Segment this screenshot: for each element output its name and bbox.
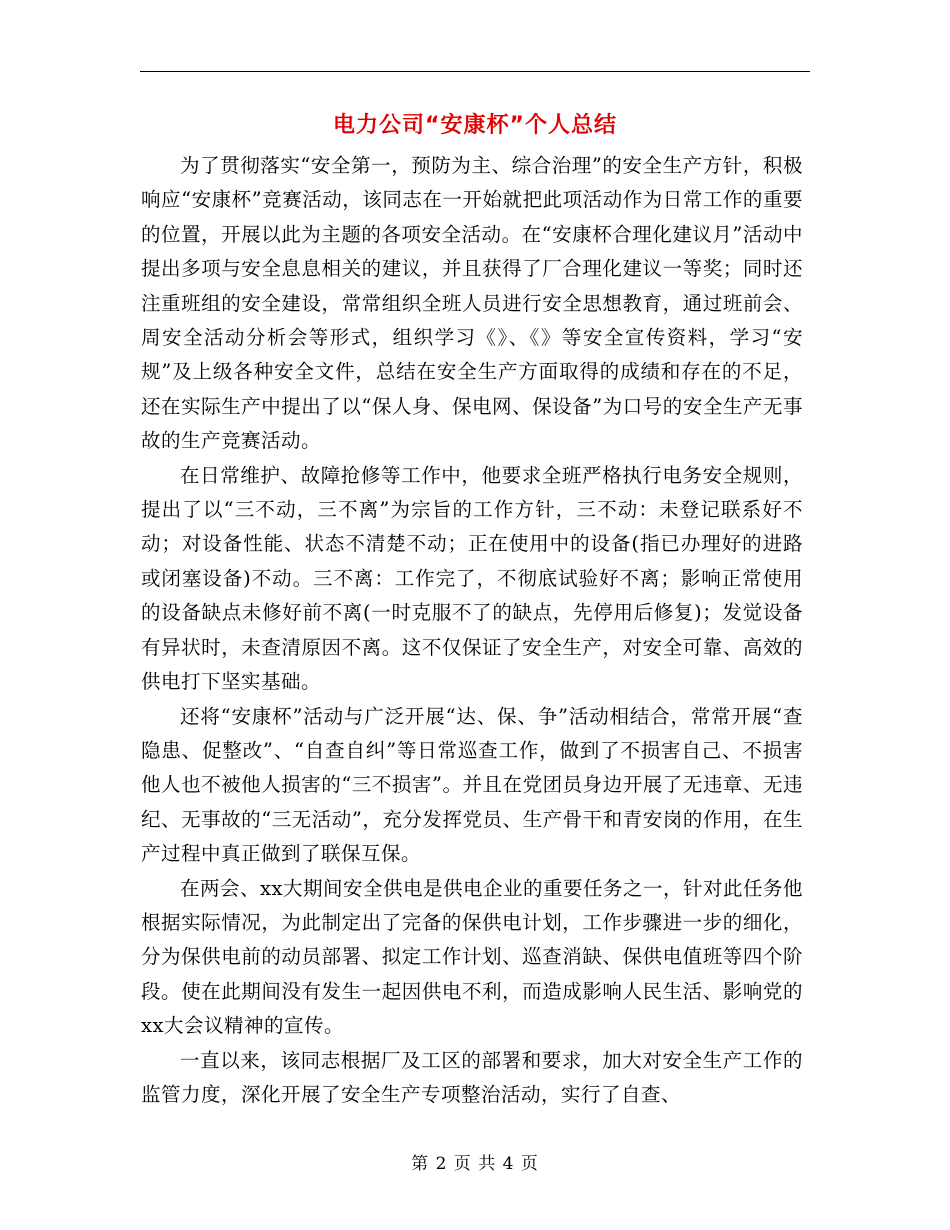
document-title: 电力公司“安康杯”个人总结 bbox=[333, 113, 617, 138]
header-rule bbox=[140, 71, 810, 72]
paragraph-1: 为了贯彻落实“安全第一，预防为主、综合治理”的安全生产方针，积极响应“安康杯”竞赛活动，该同志在一开始就把此项活动作为日常工作的重要的位置，开展以此为主题的各项安全活动。在“安康杯合理化建议月”活动中提出多项与安全息息相关的建议，并且获得了厂合理化建议一等奖；同时还注重班组的安全建设，常常组织全班人员进行安全思想教育，通过班前会、周安全活动分析会等形式，组织学习《》、《》等安全宣传资料，学习“安规”及上级各种安全文件，总结在安全生产方面取得的成绩和存在的不足，还在实际生产中提出了以“保人身、保电网、保设备”为口号的安全生产无事故的生产竞赛活动。 bbox=[141, 154, 803, 453]
document-body bbox=[141, 149, 803, 1112]
paragraph-3: 还将“安康杯”活动与广泛开展“达、保、争”活动相结合，常常开展“查隐患、促整改”、“自查自纠”等日常巡查工作，做到了不损害自己、不损害他人也不被他人损害的“三不损害”。并且在党团员身边开展了无违章、无违纪、无事故的“三无活动”，充分发挥党员、生产骨干和青安岗的作用，在生产过程中真正做到了联保互保。 bbox=[141, 704, 803, 866]
page-footer bbox=[0, 1152, 950, 1176]
page-number-label: 第 2 页 共 4 页 bbox=[411, 1154, 539, 1174]
paragraph-2: 在日常维护、故障抢修等工作中，他要求全班严格执行电务安全规则，提出了以“三不动，三不离”为宗旨的工作方针，三不动：未登记联系好不动；对设备性能、状态不清楚不动；正在使用中的设备(指已办理好的进路或闭塞设备)不动。三不离：工作完了，不彻底试验好不离；影响正常使用的设备缺点未修好前不离(一时克服不了的缺点，先停用后修复)；发觉设备有异状时，未查清原因不离。这不仅保证了安全生产，对安全可靠、高效的供电打下坚实基础。 bbox=[141, 463, 803, 694]
paragraph-4: 在两会、xx大期间安全供电是供电企业的重要任务之一，针对此任务他根据实际情况，为此制定出了完备的保供电计划，工作步骤进一步的细化，分为保供电前的动员部署、拟定工作计划、巡查消缺、保供电值班等四个阶段。使在此期间没有发生一起因供电不利，而造成影响人民生活、影响党的xx大会议精神的宣传。 bbox=[141, 876, 803, 1038]
paragraph-5: 一直以来，该同志根据厂及工区的部署和要求，加大对安全生产工作的监管力度，深化开展了安全生产专项整治活动，实行了自查、 bbox=[141, 1048, 803, 1106]
